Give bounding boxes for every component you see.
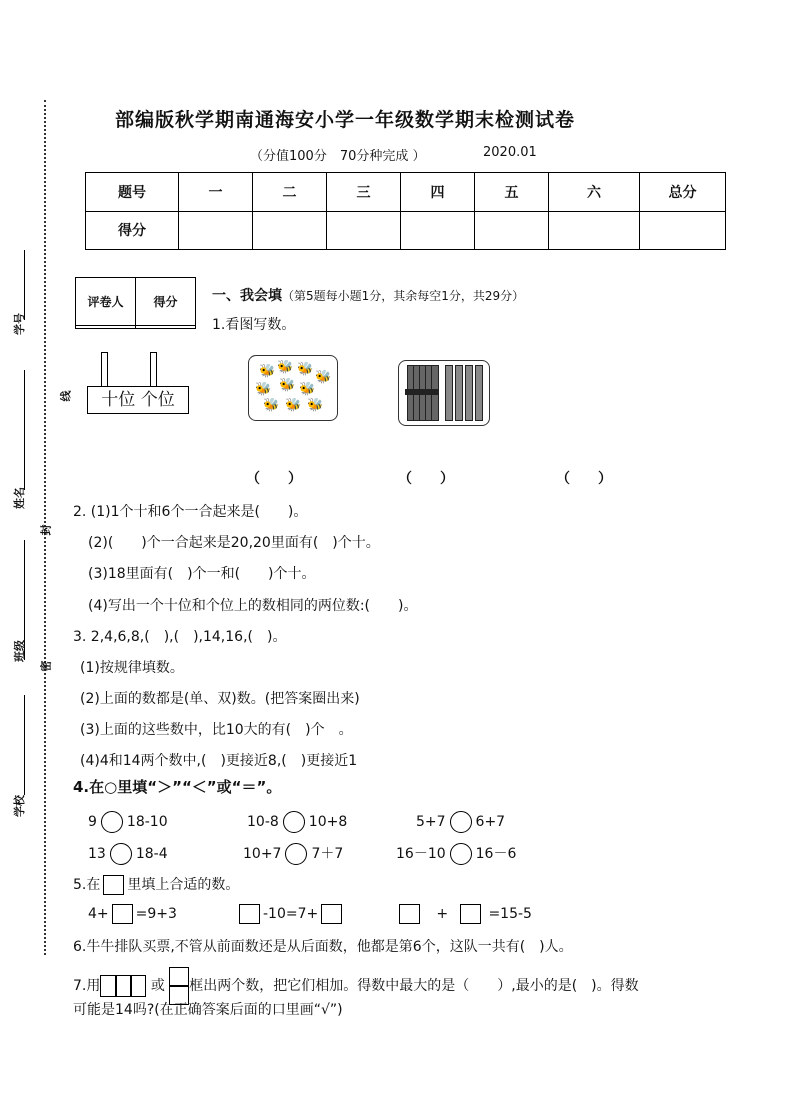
compare-circle[interactable] [285,843,307,865]
example-square-icon [103,875,124,895]
score-header-cell: 一 [179,173,253,212]
answer-blank-1[interactable]: （ ） [246,471,302,487]
horizontal-frame-icon [100,975,146,997]
compare-item: 13 18-4 [88,843,168,865]
fill-square[interactable] [239,904,260,924]
question-3-2: (2)上面的数都是(单、双)数。(把答案圈出来) [80,691,360,707]
score-table [85,172,726,250]
abacus-base [87,386,189,414]
compare-circle[interactable] [450,811,472,833]
stick-bundle-icon [407,365,437,419]
question-2-2: (2)( )个一合起来是20,20里面有( )个十。 [88,535,380,551]
question-1: 1.看图写数。 [212,317,296,333]
compare-item: 5+7 6+7 [416,811,505,833]
score-header-cell: 五 [475,173,549,212]
abacus-picture [87,352,191,414]
grader-score-label: 得分 [136,278,196,326]
fill-square[interactable] [112,904,133,924]
question-3-1: (1)按规律填数。 [80,660,184,676]
question-3: 3. 2,4,6,8,( ),( ),14,16,( )。 [73,629,287,645]
side-label-name: 姓名 [13,487,26,509]
question-2-1: 2. (1)1个十和6个一合起来是( )。 [73,504,308,520]
score-header-cell: 四 [401,173,475,212]
side-label-sealed: 密 [39,660,53,672]
compare-item: 10-8 10+8 [247,811,347,833]
stick-icon [465,365,473,421]
score-table-header-row [86,173,726,212]
question-2-4: (4)写出一个十位和个位上的数相同的两位数:( )。 [88,598,418,614]
compare-circle[interactable] [101,811,123,833]
section-1 [212,285,524,305]
score-header-cell: 六 [549,173,640,212]
score-cell[interactable] [475,211,549,250]
score-cell[interactable] [640,211,726,250]
abacus-label-ones: 个位 [140,390,175,410]
bee-icon: 🐝 [255,382,272,397]
question-7-line-2: 可能是14吗?(在正确答案后面的口里画“√”) [73,1002,343,1018]
question-3-3: (3)上面的这些数中，比10大的有( )个 。 [80,722,353,738]
compare-item: 9 18-10 [88,811,168,833]
section-1-note: （第5题每小题1分，其余每空1分，共29分） [282,289,525,303]
compare-circle[interactable] [283,811,305,833]
page-title: 部编版秋学期南通海安小学一年级数学期末检测试卷 [115,109,576,131]
question-4-heading: 4.在○里填“＞”“＜”或“＝”。 [73,778,282,796]
answer-blank-3[interactable]: （ ） [556,471,612,487]
side-label-class: 班级 [13,640,26,662]
fill-square[interactable] [460,904,481,924]
stick-icon [475,365,483,421]
bee-icon: 🐝 [279,378,296,393]
question-6: 6.牛牛排队买票,不管从前面数还是从后面数，他都是第6个，这队一共有( )人。 [73,939,573,955]
question-3-4: (4)4和14两个数中,( )更接近8,( )更接近1 [80,753,358,769]
sticks-picture [398,360,490,426]
bee-icon: 🐝 [297,362,314,377]
abacus-label-tens: 十位 [101,390,136,410]
grader-box [75,277,196,329]
score-header-cell: 总分 [640,173,726,212]
compare-item: 10+7 7＋7 [243,843,343,865]
school-blank [24,695,25,795]
side-label-school: 学校 [13,795,26,817]
score-header-cell: 二 [253,173,327,212]
grader-reviewer-cell[interactable] [76,326,136,329]
score-header-cell: 三 [327,173,401,212]
score-cell[interactable] [549,211,640,250]
fill-square[interactable] [321,904,342,924]
exam-date: 2020.01 [483,145,537,160]
score-cell[interactable] [401,211,475,250]
question-7: 7.用 或 框出两个数，把它们相加。得数中最大的是（ ）,最小的是( )。得数 [73,967,639,1005]
stick-icon [455,365,463,421]
page-subtitle: （分值100分 70分种完成 ） [250,149,426,164]
fill-item: -10=7+ [236,904,345,924]
name-blank [24,370,25,490]
bees-picture [248,355,338,421]
bee-icon: 🐝 [299,382,316,397]
bee-icon: 🐝 [277,360,294,375]
bee-icon: 🐝 [259,364,276,379]
bee-icon: 🐝 [285,398,302,413]
bee-icon: 🐝 [263,398,280,413]
side-label-seal: 封 [39,524,53,536]
abacus-rod-ones [150,352,157,387]
score-table-score-row [86,211,726,250]
bee-icon: 🐝 [315,370,332,385]
question-2-3: (3)18里面有( )个一和( )个十。 [88,566,316,582]
score-row-label: 得分 [86,211,179,250]
stick-icon [445,365,453,421]
score-cell[interactable] [179,211,253,250]
fill-item: 4+ =9+3 [88,906,177,922]
compare-circle[interactable] [110,843,132,865]
side-label-line: 线 [59,390,73,402]
bee-icon: 🐝 [307,398,324,413]
grader-score-cell[interactable] [136,326,196,329]
compare-circle[interactable] [450,843,472,865]
fill-item: + =15-5 [396,904,532,924]
answer-blank-2[interactable]: （ ） [398,471,454,487]
fill-square[interactable] [399,904,420,924]
score-cell[interactable] [327,211,401,250]
score-header-cell: 题号 [86,173,179,212]
abacus-rod-tens [101,352,108,387]
id-blank [24,250,25,320]
grader-reviewer-label: 评卷人 [76,278,136,326]
section-1-heading: 一、我会填 [212,288,282,304]
question-5-heading: 5.在 里填上合适的数。 [73,877,240,893]
side-label-id: 学号 [13,313,26,335]
score-cell[interactable] [253,211,327,250]
compare-item: 16－10 16－6 [396,843,516,865]
